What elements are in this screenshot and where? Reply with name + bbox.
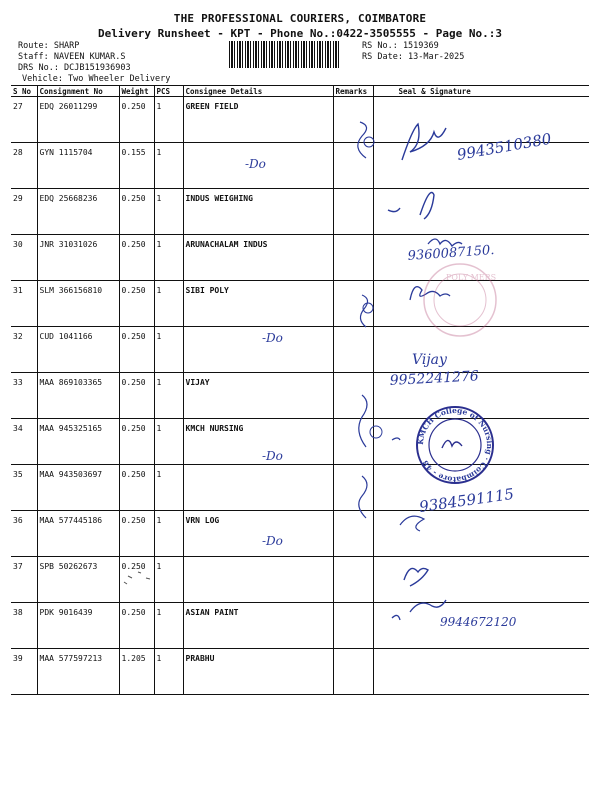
cell-signature: [373, 189, 589, 235]
cell-consignment: MAA 869103365: [37, 373, 119, 419]
cell-weight: 0.250: [119, 511, 154, 557]
cell-remarks: [333, 327, 373, 373]
name-33: Vijay: [412, 352, 447, 368]
cell-pcs: 1: [154, 557, 183, 603]
vehicle-label: Vehicle: Two Wheeler Delivery: [22, 74, 171, 84]
ditto-32: -Do: [262, 331, 283, 345]
cell-consignment: SLM 366156810: [37, 281, 119, 327]
cell-pcs: 1: [154, 189, 183, 235]
cell-consignee: ARUNACHALAM INDUS: [183, 235, 333, 281]
staff-label: Staff: NAVEEN KUMAR.S: [18, 52, 126, 62]
cell-consignee: PRABHU: [183, 649, 333, 695]
cell-remarks: [333, 189, 373, 235]
cell-weight: 0.250: [119, 557, 154, 603]
table-row: [11, 465, 589, 511]
table-row: [11, 603, 589, 649]
cell-signature: [373, 465, 589, 511]
cell-consignment: EDQ 25668236: [37, 189, 119, 235]
cell-signature: [373, 281, 589, 327]
cell-remarks: [333, 143, 373, 189]
cell-consignee: [183, 143, 333, 189]
table-row: [11, 281, 589, 327]
cell-consignment: PDK 9016439: [37, 603, 119, 649]
table-row: [11, 649, 589, 695]
cell-weight: 0.250: [119, 419, 154, 465]
cell-pcs: 1: [154, 281, 183, 327]
cell-signature: [373, 557, 589, 603]
cell-remarks: [333, 373, 373, 419]
cell-sno: 37: [11, 557, 37, 603]
cell-sno: 32: [11, 327, 37, 373]
drs-label: DRS No.: DCJB151936903: [18, 63, 131, 73]
cell-signature: [373, 419, 589, 465]
cell-signature: [373, 143, 589, 189]
cell-consignment: MAA 943503697: [37, 465, 119, 511]
cell-pcs: 1: [154, 465, 183, 511]
cell-sno: 31: [11, 281, 37, 327]
cell-sno: 35: [11, 465, 37, 511]
cell-weight: 0.250: [119, 373, 154, 419]
cell-signature: [373, 235, 589, 281]
cell-consignment: MAA 577445186: [37, 511, 119, 557]
cell-pcs: 1: [154, 649, 183, 695]
runsheet-subtitle: Delivery Runsheet - KPT - Phone No.:0422-3505555 - Page No.:3: [98, 27, 502, 40]
table-row: [11, 327, 589, 373]
table-row: [11, 557, 589, 603]
cell-signature: [373, 327, 589, 373]
cell-remarks: [333, 419, 373, 465]
cell-weight: 0.250: [119, 97, 154, 143]
cell-consignment: MAA 577597213: [37, 649, 119, 695]
phone-39: 9944672120: [440, 615, 517, 629]
col-sno: S No: [11, 86, 37, 97]
table-row: [11, 373, 589, 419]
cell-pcs: 1: [154, 603, 183, 649]
cell-sno: 39: [11, 649, 37, 695]
company-title: THE PROFESSIONAL COURIERS, COIMBATORE: [173, 12, 427, 25]
col-remarks: Remarks: [333, 86, 373, 97]
table-row: [11, 419, 589, 465]
cell-sno: 38: [11, 603, 37, 649]
cell-sno: 36: [11, 511, 37, 557]
ditto-28: -Do: [245, 157, 266, 171]
ditto-37: -Do: [262, 534, 283, 548]
phone-28: 9943510380: [455, 129, 553, 164]
cell-weight: 1.205: [119, 649, 154, 695]
runsheet-table: [11, 85, 589, 695]
phone-30: 9360087150.: [407, 242, 495, 264]
col-signature: Seal & Signature: [373, 86, 589, 97]
table-row: [11, 189, 589, 235]
cell-consignment: SPB 50262673: [37, 557, 119, 603]
cell-consignee: [183, 465, 333, 511]
cell-sno: 29: [11, 189, 37, 235]
cell-remarks: [333, 465, 373, 511]
cell-consignee: [183, 557, 333, 603]
cell-consignee: VRN LOG: [183, 511, 333, 557]
cell-remarks: [333, 97, 373, 143]
cell-consignee: SIBI POLY: [183, 281, 333, 327]
cell-remarks: [333, 281, 373, 327]
cell-consignee: ASIAN PAINT: [183, 603, 333, 649]
cell-pcs: 1: [154, 327, 183, 373]
cell-remarks: [333, 603, 373, 649]
ditto-35: -Do: [262, 449, 283, 463]
cell-consignee: [183, 327, 333, 373]
col-weight: Weight: [119, 86, 154, 97]
cell-sno: 34: [11, 419, 37, 465]
cell-consignment: JNR 31031026: [37, 235, 119, 281]
cell-sno: 33: [11, 373, 37, 419]
cell-remarks: [333, 511, 373, 557]
cell-consignment: CUD 1041166: [37, 327, 119, 373]
rs-number: RS No.: 1519369: [362, 41, 439, 51]
cell-pcs: 1: [154, 419, 183, 465]
table-row: [11, 97, 589, 143]
phone-37: 9384591115: [418, 484, 516, 516]
cell-weight: 0.250: [119, 281, 154, 327]
table-row: [11, 511, 589, 557]
cell-pcs: 1: [154, 373, 183, 419]
cell-sno: 28: [11, 143, 37, 189]
table-row: [11, 235, 589, 281]
svg-text:POLY MERS: POLY MERS: [446, 273, 497, 282]
svg-text:KMCH College of Nursing · Coim: KMCH College of Nursing · Coimbatore - 48: [415, 405, 495, 485]
cell-pcs: 1: [154, 511, 183, 557]
table-row: [11, 143, 589, 189]
cell-remarks: [333, 235, 373, 281]
cell-weight: 0.250: [119, 235, 154, 281]
cell-consignee: KMCH NURSING: [183, 419, 333, 465]
cell-consignment: GYN 1115704: [37, 143, 119, 189]
cell-consignee: VIJAY: [183, 373, 333, 419]
cell-remarks: [333, 649, 373, 695]
cell-pcs: 1: [154, 235, 183, 281]
cell-weight: 0.250: [119, 189, 154, 235]
cell-signature: [373, 97, 589, 143]
cell-consignee: INDUS WEIGHING: [183, 189, 333, 235]
cell-sno: 30: [11, 235, 37, 281]
cell-consignment: MAA 945325165: [37, 419, 119, 465]
col-consignment: Consignment No: [37, 86, 119, 97]
cell-signature: [373, 373, 589, 419]
cell-weight: 0.250: [119, 465, 154, 511]
col-consignee: Consignee Details: [183, 86, 333, 97]
cell-signature: [373, 603, 589, 649]
cell-weight: 0.250: [119, 603, 154, 649]
cell-signature: [373, 511, 589, 557]
cell-consignment: EDQ 26011299: [37, 97, 119, 143]
rs-date: RS Date: 13-Mar-2025: [362, 52, 465, 62]
cell-pcs: 1: [154, 97, 183, 143]
cell-pcs: 1: [154, 143, 183, 189]
cell-sno: 27: [11, 97, 37, 143]
cell-consignee: GREEN FIELD: [183, 97, 333, 143]
phone-33: 9952241276: [389, 368, 480, 389]
col-pcs: PCS: [154, 86, 183, 97]
cell-remarks: [333, 557, 373, 603]
cell-signature: [373, 649, 589, 695]
cell-weight: 0.155: [119, 143, 154, 189]
cell-weight: 0.250: [119, 327, 154, 373]
route-label: Route: SHARP: [18, 41, 80, 51]
barcode: [229, 41, 341, 68]
table-header-row: [11, 86, 589, 97]
